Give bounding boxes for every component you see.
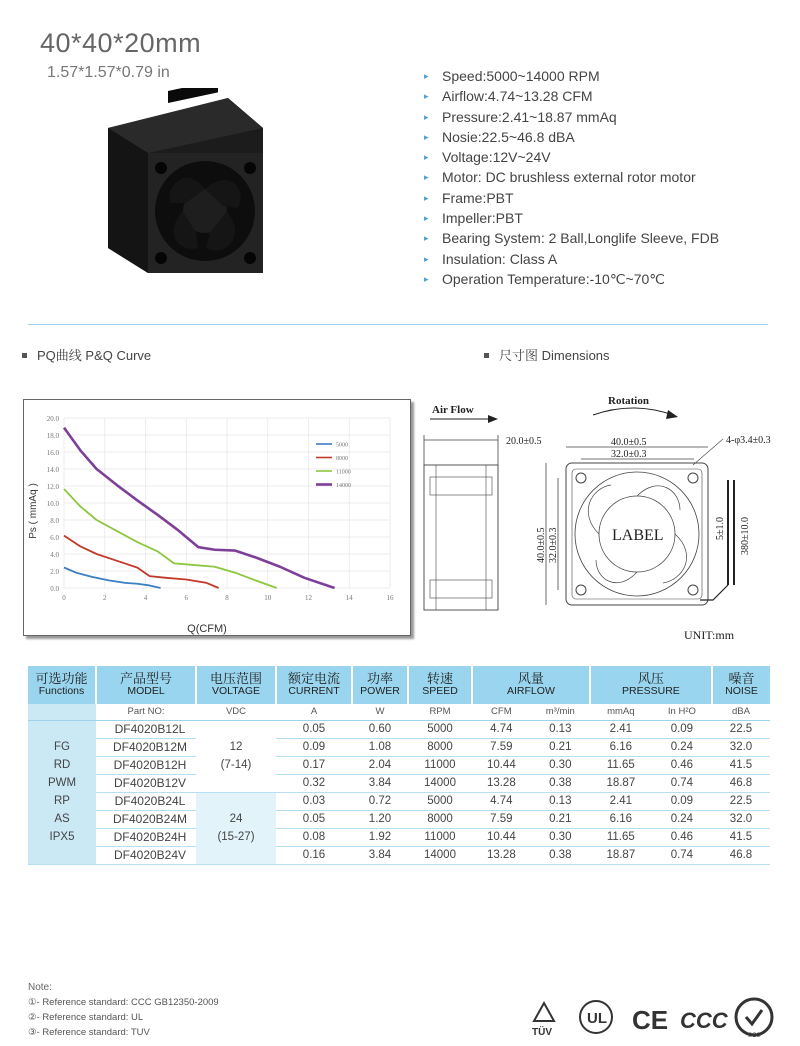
table-cell: 2.41 [590,792,652,810]
table-cell: 2.41 [590,720,652,738]
table-header-row [28,666,770,704]
unit-cell: m³/min [531,704,590,720]
table-row [28,738,770,756]
divider [28,324,768,325]
function-item: IPX5 [49,831,75,843]
table-cell: 41.5 [712,828,770,846]
pq-section-label: PQ曲线 P&Q Curve [37,348,152,363]
model-cell: DF4020B24H [96,828,196,846]
svg-text:CCC: CCC [680,1008,728,1033]
table-cell: 1.08 [352,738,408,756]
height-inner-dim: 32.0±0.3 [548,527,559,563]
x-axis-label: Q(CFM) [187,623,227,635]
ce-logo-icon [632,1005,668,1035]
voltage-cell [196,720,276,792]
table-cell: 14000 [408,774,472,792]
table-cell: 46.8 [712,774,770,792]
table-row [28,756,770,774]
table-cell: 0.60 [352,720,408,738]
y-tick-label: 20.0 [46,415,59,423]
header-model: 产品型号 MODEL [96,666,196,704]
rotation-arrow-icon [666,410,678,419]
spec-item: ▸ Airflow:4.74~13.28 CFM [424,86,719,106]
table-body [28,720,770,864]
depth-dim: 20.0±0.5 [506,436,542,447]
table-cell: 8000 [408,810,472,828]
table-cell: 7.59 [472,810,531,828]
wire-a-dim: 5±1.0 [715,517,726,540]
y-tick-label: 2.0 [50,568,59,576]
bullet-square-icon [484,353,489,358]
y-tick-label: 10.0 [46,500,59,508]
table-cell: 0.05 [276,810,352,828]
svg-text:TÜV: TÜV [532,1027,552,1038]
table-cell: 0.08 [276,828,352,846]
table-cell: 0.21 [531,738,590,756]
table-cell: 0.24 [652,738,712,756]
model-cell: DF4020B24V [96,846,196,864]
table-cell: 7.59 [472,738,531,756]
table-cell: 1.92 [352,828,408,846]
x-tick-label: 14 [345,594,353,602]
y-tick-label: 12.0 [46,483,59,491]
table-cell: 0.38 [531,774,590,792]
spec-item: ▸ Insulation: Class A [424,249,719,269]
voltage-range: (15-27) [217,831,255,843]
table-cell: 3.84 [352,774,408,792]
table-cell: 0.13 [531,720,590,738]
table-cell: 22.5 [712,792,770,810]
table-cell: 0.03 [276,792,352,810]
table-cell: 0.74 [652,846,712,864]
y-tick-label: 8.0 [50,517,59,525]
y-tick-label: 4.0 [50,551,59,559]
table-cell: 2.04 [352,756,408,774]
unit-cell: W [352,704,408,720]
voltage-value: 12 [229,741,243,753]
table-cell: 18.87 [590,846,652,864]
table-cell: 41.5 [712,756,770,774]
legend-label: 8000 [336,456,348,462]
function-item: PWM [47,777,77,789]
model-cell: DF4020B12H [96,756,196,774]
dim-section-heading [484,345,610,364]
air-flow-label: Air Flow [432,404,474,416]
x-tick-label: 6 [184,594,188,602]
unit-cell: CFM [472,704,531,720]
fan-photo [88,88,278,278]
holes-dim: 4-φ3.4±0.3 [726,435,771,446]
table-cell: 0.21 [531,810,590,828]
header-speed: 转速 SPEED [408,666,472,704]
sgs-logo-icon [736,999,772,1039]
header-power: 功率 POWER [352,666,408,704]
svg-text:CE: CE [632,1005,669,1035]
fan-label: LABEL [612,527,664,544]
spec-list [424,66,719,289]
model-cell: DF4020B24L [96,792,196,810]
spec-item: ▸ Nosie:22.5~46.8 dBA [424,127,719,147]
table-row [28,828,770,846]
x-tick-label: 16 [386,594,394,602]
svg-text:SGS: SGS [748,1033,761,1039]
table-cell: 0.09 [276,738,352,756]
table-cell: 6.16 [590,738,652,756]
table-row [28,774,770,792]
unit-cell: mmAq [590,704,652,720]
y-axis-label: Ps ( mmAq ) [28,483,39,539]
header-noise: 噪音 NOISE [712,666,770,704]
table-cell: 0.30 [531,828,590,846]
pq-chart-svg [24,400,410,635]
unit-cell: A [276,704,352,720]
table-cell: 32.0 [712,810,770,828]
arrow-right-icon [488,415,498,423]
spec-table [28,666,770,865]
y-tick-label: 16.0 [46,449,59,457]
table-cell: 32.0 [712,738,770,756]
table-cell: 4.74 [472,792,531,810]
header-functions: 可选功能 Functions [28,666,96,704]
dim-section-label: 尺寸图 Dimensions [499,348,610,363]
unit-cell: VDC [196,704,276,720]
unit-cell: dBA [712,704,770,720]
function-item: RP [54,795,70,807]
voltage-cell [196,792,276,864]
unit-label: UNIT:mm [684,628,735,642]
certification-logos [530,995,775,1040]
table-cell: 0.24 [652,810,712,828]
function-item: AS [54,813,70,825]
product-title: 40*40*20mm [40,28,202,58]
svg-text:UL: UL [587,1010,607,1027]
table-cell: 3.84 [352,846,408,864]
spec-item: ▸ Motor: DC brushless external rotor motor [424,167,719,187]
model-cell: DF4020B12L [96,720,196,738]
notes [28,980,219,1040]
table-cell: 0.38 [531,846,590,864]
x-tick-label: 8 [225,594,229,602]
table-cell: 0.46 [652,828,712,846]
pq-chart [23,399,411,636]
width-outer-dim: 40.0±0.5 [611,437,647,448]
table-cell: 0.09 [652,720,712,738]
y-tick-label: 18.0 [46,432,59,440]
spec-item: ▸ Frame:PBT [424,188,719,208]
table-cell: 11.65 [590,828,652,846]
table-cell: 8000 [408,738,472,756]
table-cell: 18.87 [590,774,652,792]
table-cell: 11000 [408,756,472,774]
legend-label: 14000 [336,483,351,489]
pq-section-heading [22,345,151,364]
y-tick-label: 0.0 [50,585,59,593]
spec-item: ▸ Speed:5000~14000 RPM [424,66,719,86]
x-tick-label: 10 [264,594,272,602]
header-airflow: 风量 AIRFLOW [472,666,590,704]
rotation-label: Rotation [608,395,649,407]
wire-b-dim: 380±10.0 [740,517,751,555]
table-row [28,810,770,828]
height-outer-dim: 40.0±0.5 [536,527,547,563]
header-voltage: 电压范围 VOLTAGE [196,666,276,704]
model-cell: DF4020B12V [96,774,196,792]
bullet-square-icon [22,353,27,358]
table-cell: 1.20 [352,810,408,828]
spec-item: ▸ Operation Temperature:-10℃~70℃ [424,269,719,289]
x-tick-label: 2 [103,594,107,602]
x-tick-label: 4 [143,594,148,602]
legend-label: 11000 [336,469,351,476]
table-row [28,720,770,738]
series-line-5000 [64,568,161,588]
voltage-range: (7-14) [220,759,252,771]
x-tick-label: 12 [305,594,312,602]
spec-item: ▸ Bearing System: 2 Ball,Longlife Sleeve, FDB [424,228,719,248]
width-inner-dim: 32.0±0.3 [611,449,647,460]
table-cell: 13.28 [472,774,531,792]
table-cell: 10.44 [472,756,531,774]
series-line-11000 [64,489,277,588]
model-cell: DF4020B12M [96,738,196,756]
units-func-spacer [28,704,96,720]
spec-item: ▸ Impeller:PBT [424,208,719,228]
note-item: ①- Reference standard: CCC GB12350-2009 [28,997,219,1008]
function-item: RD [53,759,71,771]
note-item: ③- Reference standard: TUV [28,1027,150,1038]
y-tick-label: 14.0 [46,466,59,474]
functions-cell [28,720,96,864]
table-cell: 0.74 [652,774,712,792]
y-tick-label: 6.0 [50,534,59,542]
table-cell: 0.16 [276,846,352,864]
unit-cell: In H²O [652,704,712,720]
table-row [28,792,770,810]
header-pressure: 风压 PRESSURE [590,666,712,704]
function-item: FG [54,741,70,753]
table-cell: 10.44 [472,828,531,846]
product-subtitle: 1.57*1.57*0.79 in [47,64,170,81]
ul-logo-icon [580,1001,612,1033]
voltage-value: 24 [229,813,243,825]
table-cell: 0.09 [652,792,712,810]
dimension-drawing [418,395,790,650]
ccc-logo-icon [680,1008,729,1033]
legend-label: 5000 [336,442,348,449]
table-cell: 0.46 [652,756,712,774]
table-cell: 13.28 [472,846,531,864]
header-current: 额定电流 CURRENT [276,666,352,704]
tuv-logo-icon [532,1003,554,1038]
table-cell: 22.5 [712,720,770,738]
table-cell: 0.30 [531,756,590,774]
table-cell: 46.8 [712,846,770,864]
table-cell: 11000 [408,828,472,846]
unit-cell: Part NO: [96,704,196,720]
table-cell: 14000 [408,846,472,864]
table-row [28,846,770,864]
table-cell: 0.05 [276,720,352,738]
table-cell: 5000 [408,792,472,810]
spec-item: ▸ Pressure:2.41~18.87 mmAq [424,107,719,127]
table-units-row [28,704,770,720]
table-cell: 4.74 [472,720,531,738]
table-cell: 0.72 [352,792,408,810]
table-cell: 6.16 [590,810,652,828]
spec-item: ▸ Voltage:12V~24V [424,147,719,167]
model-cell: DF4020B24M [96,810,196,828]
table-cell: 0.32 [276,774,352,792]
table-cell: 11.65 [590,756,652,774]
x-tick-label: 0 [62,594,66,602]
note-item: ②- Reference standard: UL [28,1012,144,1023]
notes-title: Note: [28,982,52,993]
unit-cell: RPM [408,704,472,720]
table-cell: 0.13 [531,792,590,810]
table-cell: 5000 [408,720,472,738]
table-cell: 0.17 [276,756,352,774]
